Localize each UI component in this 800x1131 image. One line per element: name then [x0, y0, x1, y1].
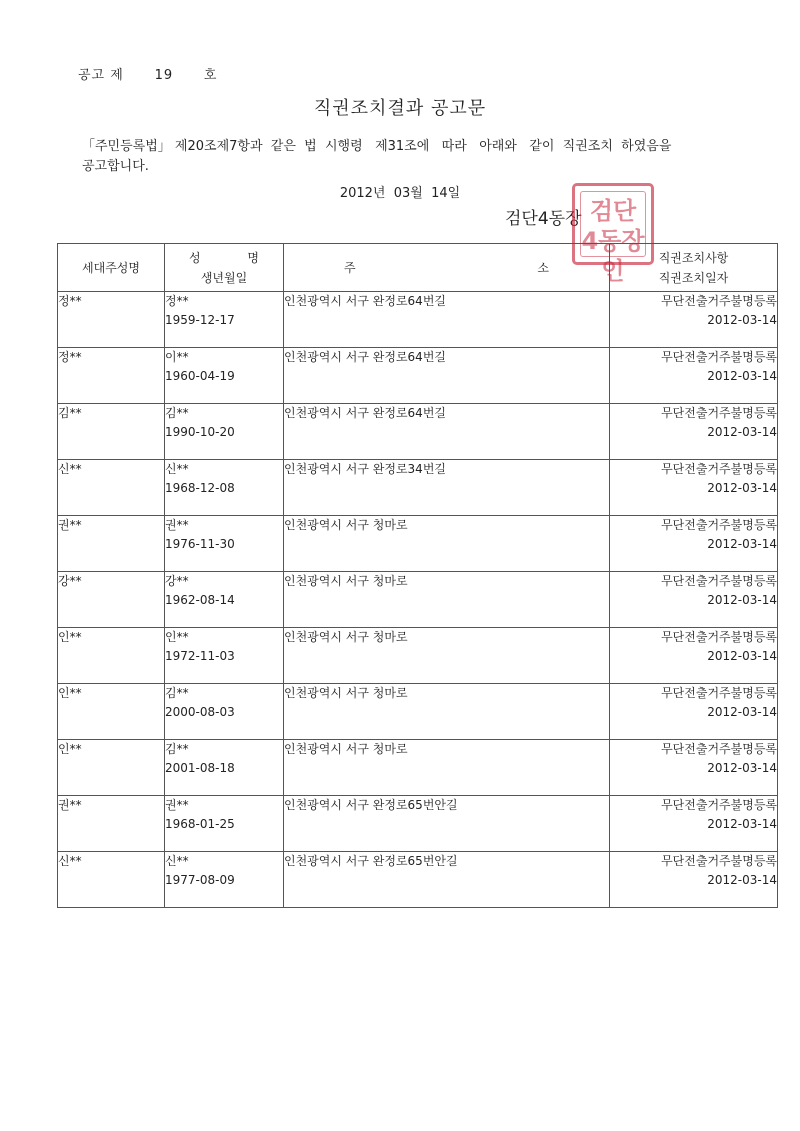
- cell-birthdate: 1977-08-09: [165, 873, 235, 887]
- cell-action-date: 2012-03-14: [707, 649, 777, 663]
- cell-address: 인천광역시 서구 완정로64번길: [284, 404, 610, 460]
- table-row: [58, 740, 778, 796]
- cell-head-of-household: 신**: [58, 852, 165, 908]
- cell-action-item: 무단전출거주불명등록: [661, 294, 777, 308]
- cell-action-item: 무단전출거주불명등록: [661, 462, 777, 476]
- cell-birthdate: 1990-10-20: [165, 425, 235, 439]
- table-row: [58, 292, 778, 348]
- cell-action: [610, 628, 778, 684]
- cell-action-date: 2012-03-14: [707, 537, 777, 551]
- header-name-birth: [165, 244, 284, 292]
- cell-name-birth: [165, 740, 284, 796]
- cell-head-of-household: 강**: [58, 572, 165, 628]
- cell-action: [610, 404, 778, 460]
- table-row: [58, 404, 778, 460]
- cell-action: [610, 740, 778, 796]
- table-row: [58, 684, 778, 740]
- cell-action: [610, 684, 778, 740]
- cell-name-birth: [165, 572, 284, 628]
- cell-action-date: 2012-03-14: [707, 313, 777, 327]
- cell-action: [610, 852, 778, 908]
- cell-action-item: 무단전출거주불명등록: [661, 686, 777, 700]
- cell-action-date: 2012-03-14: [707, 873, 777, 887]
- cell-birthdate: 1968-12-08: [165, 481, 235, 495]
- cell-action: [610, 460, 778, 516]
- cell-person-name: 권**: [165, 798, 189, 812]
- header-address: [284, 244, 610, 292]
- cell-action-date: 2012-03-14: [707, 369, 777, 383]
- notice-body: [82, 137, 722, 177]
- cell-action: [610, 348, 778, 404]
- notice-body-line-2: 공고합니다.: [82, 159, 149, 174]
- cell-birthdate: 2000-08-03: [165, 705, 235, 719]
- seal-lettering: 검단 4동장인: [581, 197, 645, 285]
- cell-name-birth: [165, 404, 284, 460]
- cell-head-of-household: 신**: [58, 460, 165, 516]
- header-head-of-household-label: 세대주성명: [82, 260, 140, 275]
- cell-address: 인천광역시 서구 완정로64번길: [284, 348, 610, 404]
- notice-body-line-1: 「주민등록법」 제20조제7항과 같은 법 시행령 제31조에 따라 아래와 같이 직권조치 하였음을: [82, 139, 672, 154]
- cell-head-of-household: 김**: [58, 404, 165, 460]
- cell-action-item: 무단전출거주불명등록: [661, 350, 777, 364]
- cell-head-of-household: 인**: [58, 628, 165, 684]
- cell-person-name: 김**: [165, 742, 189, 756]
- cell-birthdate: 1972-11-03: [165, 649, 235, 663]
- header-action-date: 직권조치일자: [658, 270, 729, 285]
- cell-action-date: 2012-03-14: [707, 425, 777, 439]
- cell-address: 인천광역시 서구 청마로: [284, 572, 610, 628]
- header-address-part-2: 소: [537, 260, 549, 275]
- cell-address: 인천광역시 서구 청마로: [284, 516, 610, 572]
- cell-name-birth: [165, 348, 284, 404]
- cell-person-name: 신**: [165, 462, 189, 476]
- issuing-office: 검단4동장: [505, 209, 582, 229]
- cell-person-name: 신**: [165, 854, 189, 868]
- table-row: [58, 572, 778, 628]
- cell-action-date: 2012-03-14: [707, 593, 777, 607]
- table-row: [58, 796, 778, 852]
- cell-person-name: 권**: [165, 518, 189, 532]
- cell-birthdate: 1976-11-30: [165, 537, 235, 551]
- cell-birthdate: 1962-08-14: [165, 593, 235, 607]
- cell-action: [610, 516, 778, 572]
- cell-name-birth: [165, 796, 284, 852]
- header-head-of-household: [58, 244, 165, 292]
- cell-address: 인천광역시 서구 완정로34번길: [284, 460, 610, 516]
- cell-address: 인천광역시 서구 청마로: [284, 628, 610, 684]
- action-results-table: [57, 243, 778, 908]
- page-title: 직권조치결과 공고문: [313, 98, 487, 119]
- cell-person-name: 강**: [165, 574, 189, 588]
- cell-address: 인천광역시 서구 청마로: [284, 684, 610, 740]
- cell-action-item: 무단전출거주불명등록: [661, 798, 777, 812]
- cell-person-name: 김**: [165, 686, 189, 700]
- table-row: [58, 628, 778, 684]
- cell-birthdate: 2001-08-18: [165, 761, 235, 775]
- cell-head-of-household: 인**: [58, 740, 165, 796]
- table-row: [58, 516, 778, 572]
- cell-head-of-household: 정**: [58, 348, 165, 404]
- header-name-part-1: 성: [189, 250, 201, 265]
- table-row: [58, 460, 778, 516]
- cell-name-birth: [165, 852, 284, 908]
- cell-name-birth: [165, 460, 284, 516]
- header-action: [610, 244, 778, 292]
- notice-date: 2012년 03월 14일: [339, 186, 461, 201]
- cell-person-name: 인**: [165, 630, 189, 644]
- cell-address: 인천광역시 서구 청마로: [284, 740, 610, 796]
- cell-name-birth: [165, 684, 284, 740]
- header-birthdate: 생년월일: [200, 270, 248, 285]
- cell-person-name: 이**: [165, 350, 189, 364]
- cell-action: [610, 796, 778, 852]
- header-name-part-2: 명: [247, 250, 259, 265]
- cell-birthdate: 1959-12-17: [165, 313, 235, 327]
- cell-birthdate: 1960-04-19: [165, 369, 235, 383]
- cell-action-date: 2012-03-14: [707, 481, 777, 495]
- cell-head-of-household: 권**: [58, 796, 165, 852]
- cell-name-birth: [165, 628, 284, 684]
- cell-address: 인천광역시 서구 완정로64번길: [284, 292, 610, 348]
- header-action-item: 직권조치사항: [658, 250, 729, 265]
- cell-action: [610, 292, 778, 348]
- cell-head-of-household: 권**: [58, 516, 165, 572]
- cell-birthdate: 1968-01-25: [165, 817, 235, 831]
- cell-head-of-household: 인**: [58, 684, 165, 740]
- cell-action-date: 2012-03-14: [707, 705, 777, 719]
- cell-name-birth: [165, 516, 284, 572]
- table-row: [58, 852, 778, 908]
- cell-action-date: 2012-03-14: [707, 761, 777, 775]
- header-name: [165, 248, 283, 268]
- cell-action-item: 무단전출거주불명등록: [661, 742, 777, 756]
- cell-name-birth: [165, 292, 284, 348]
- cell-action-item: 무단전출거주불명등록: [661, 406, 777, 420]
- cell-action-item: 무단전출거주불명등록: [661, 574, 777, 588]
- cell-person-name: 김**: [165, 406, 189, 420]
- cell-action-date: 2012-03-14: [707, 817, 777, 831]
- table-header-row: [58, 244, 778, 292]
- cell-address: 인천광역시 서구 완정로65번안길: [284, 852, 610, 908]
- cell-action-item: 무단전출거주불명등록: [661, 630, 777, 644]
- table-body: [58, 292, 778, 908]
- notice-number: 공고 제 19 호: [78, 68, 218, 83]
- cell-address: 인천광역시 서구 완정로65번안길: [284, 796, 610, 852]
- cell-action-item: 무단전출거주불명등록: [661, 854, 777, 868]
- header-address-part-1: 주: [344, 260, 356, 275]
- cell-head-of-household: 정**: [58, 292, 165, 348]
- header-address-label: [284, 258, 609, 278]
- cell-person-name: 정**: [165, 294, 189, 308]
- cell-action: [610, 572, 778, 628]
- table-row: [58, 348, 778, 404]
- cell-action-item: 무단전출거주불명등록: [661, 518, 777, 532]
